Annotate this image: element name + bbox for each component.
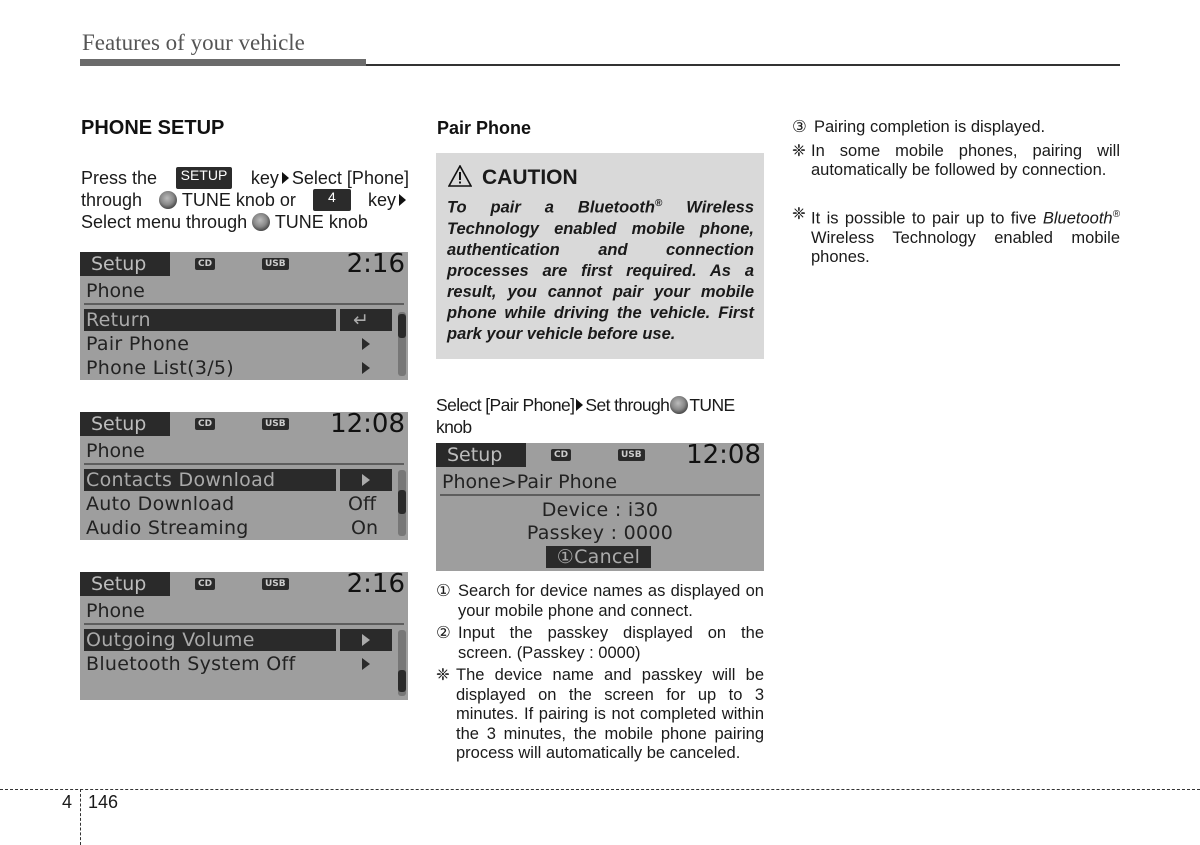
intro-tune-or: TUNE knob or bbox=[181, 190, 296, 210]
lcd-setup-label: Setup bbox=[80, 572, 170, 596]
caution-text-a: To pair a Bluetooth bbox=[447, 198, 655, 217]
note-text: Pairing completion is displayed. bbox=[814, 118, 1046, 136]
lcd-title: Phone>Pair Phone bbox=[442, 471, 618, 493]
chevron-right-icon bbox=[362, 338, 370, 350]
lcd-row-return: Return bbox=[86, 309, 151, 331]
registered-mark: ® bbox=[654, 198, 663, 209]
usb-indicator: USB bbox=[262, 578, 289, 590]
chevron-right-icon bbox=[362, 658, 370, 670]
tune-knob-icon bbox=[252, 213, 270, 231]
intro-paragraph bbox=[81, 167, 409, 233]
footer-divider bbox=[80, 789, 81, 845]
arrow-right-icon bbox=[399, 194, 406, 206]
usb-indicator: USB bbox=[618, 449, 645, 461]
lcd-clock: 12:08 bbox=[686, 443, 761, 470]
note-marker: ❈ bbox=[436, 666, 450, 684]
lcd-setup-label: Setup bbox=[436, 443, 526, 467]
chevron-right-icon bbox=[362, 634, 370, 646]
lcd-rule bbox=[84, 303, 404, 305]
right-notes bbox=[792, 118, 1120, 268]
header-rule bbox=[366, 64, 1120, 66]
note-marker: ① bbox=[436, 582, 451, 600]
lcd-rule bbox=[440, 494, 760, 496]
caution-text bbox=[447, 193, 754, 345]
intro-select-menu: Select menu through bbox=[81, 212, 248, 232]
note-marker: ③ bbox=[792, 118, 807, 136]
lcd-clock: 2:16 bbox=[346, 252, 405, 279]
lcd-screen-phone-menu bbox=[80, 252, 408, 380]
lcd-row-bluetooth-off: Bluetooth System Off bbox=[86, 653, 296, 675]
pair-instruction bbox=[436, 394, 766, 438]
note-text-b: Wireless Technology enabled mobile phones. bbox=[811, 228, 1120, 266]
note-text-a: It is possible to pair up to five bbox=[811, 209, 1037, 227]
lcd-rule bbox=[84, 623, 404, 625]
lcd-device-name: Device : i30 bbox=[541, 499, 659, 521]
arrow-right-icon bbox=[282, 172, 289, 184]
lcd-cancel-button: ①Cancel bbox=[546, 546, 651, 568]
cd-indicator: CD bbox=[551, 449, 571, 461]
arrow-right-icon bbox=[576, 399, 583, 411]
note-text: In some mobile phones, pairing will automatically be followed by connection. bbox=[811, 141, 1120, 179]
caution-box bbox=[436, 153, 764, 359]
instruction-tune: TUNE bbox=[689, 395, 735, 415]
caution-text-b: Wireless Technology enabled mobile phone, authentication and connection processes are first required. As a result, you cannot pair your mobile phone while driving the vehicle. First park your vehicle before use. bbox=[447, 198, 755, 343]
note-item bbox=[436, 666, 764, 764]
intro-key-end: key bbox=[367, 190, 396, 210]
lcd-clock: 12:08 bbox=[330, 412, 405, 439]
intro-through: through bbox=[81, 190, 143, 210]
lcd-row-phone-list: Phone List(3/5) bbox=[86, 357, 235, 379]
tune-knob-icon bbox=[670, 396, 688, 414]
note-item bbox=[792, 205, 1120, 268]
chapter-number: 4 bbox=[62, 792, 73, 812]
caution-title: CAUTION bbox=[482, 166, 578, 189]
section-heading: PHONE SETUP bbox=[81, 117, 225, 139]
usb-indicator: USB bbox=[262, 258, 289, 270]
tune-knob-icon bbox=[159, 191, 177, 209]
intro-tune-knob: TUNE knob bbox=[274, 212, 368, 232]
footer-rule bbox=[0, 789, 1200, 790]
lcd-title: Phone bbox=[86, 440, 145, 462]
note-marker: ❈ bbox=[792, 141, 806, 160]
note-item bbox=[792, 118, 1120, 138]
lcd-screen-pair-phone bbox=[436, 443, 764, 571]
lcd-screen-phone-options bbox=[80, 412, 408, 540]
lcd-row-audio-streaming: Audio Streaming bbox=[86, 517, 249, 539]
chevron-right-icon bbox=[362, 362, 370, 374]
lcd-value-audio-streaming: On bbox=[351, 517, 378, 539]
note-item bbox=[436, 624, 764, 663]
lcd-title: Phone bbox=[86, 280, 145, 302]
usb-indicator: USB bbox=[262, 418, 289, 430]
cd-indicator: CD bbox=[195, 258, 215, 270]
note-text: Search for device names as displayed on your mobile phone and connect. bbox=[458, 582, 764, 620]
lcd-setup-label: Setup bbox=[80, 252, 170, 276]
lcd-screen-phone-more bbox=[80, 572, 408, 700]
lcd-value-auto-download: Off bbox=[348, 493, 377, 515]
lcd-row-auto-download: Auto Download bbox=[86, 493, 235, 515]
instruction-knob: knob bbox=[436, 417, 472, 437]
note-item bbox=[436, 582, 764, 621]
scrollbar-thumb bbox=[398, 670, 406, 692]
bluetooth-word: Bluetooth bbox=[1042, 209, 1113, 227]
scrollbar-thumb bbox=[398, 490, 406, 514]
subsection-heading: Pair Phone bbox=[437, 118, 532, 138]
lcd-row-outgoing-volume: Outgoing Volume bbox=[86, 629, 255, 651]
page-number: 146 bbox=[88, 792, 119, 812]
note-text: The device name and passkey will be displayed on the screen for up to 3 minutes. If pairing is not completed within the 3 minutes, the mobile phone pairing process will automatically be canceled. bbox=[456, 666, 764, 762]
return-icon: ↵ bbox=[353, 309, 369, 331]
cd-indicator: CD bbox=[195, 578, 215, 590]
lcd-rule bbox=[84, 463, 404, 465]
note-item bbox=[792, 142, 1120, 181]
running-header: Features of your vehicle bbox=[82, 30, 305, 55]
intro-key: key bbox=[250, 168, 279, 188]
setup-key: SETUP bbox=[176, 167, 233, 189]
warning-icon bbox=[448, 165, 472, 187]
chevron-right-icon bbox=[362, 474, 370, 486]
registered-mark: ® bbox=[1112, 208, 1120, 220]
note-marker: ② bbox=[436, 624, 451, 642]
notes-list bbox=[436, 582, 764, 764]
lcd-row-contacts-download: Contacts Download bbox=[86, 469, 276, 491]
intro-select-phone: Select [Phone] bbox=[291, 168, 409, 188]
key-4: 4 bbox=[313, 189, 351, 211]
lcd-passkey: Passkey : 0000 bbox=[526, 522, 674, 544]
scrollbar-thumb bbox=[398, 314, 406, 338]
cd-indicator: CD bbox=[195, 418, 215, 430]
instruction-select: Select [Pair Phone] bbox=[436, 395, 575, 415]
lcd-clock: 2:16 bbox=[346, 572, 405, 599]
lcd-setup-label: Setup bbox=[80, 412, 170, 436]
instruction-set: Set through bbox=[585, 395, 670, 415]
intro-press: Press the bbox=[81, 168, 158, 188]
note-marker: ❈ bbox=[792, 204, 806, 223]
lcd-title: Phone bbox=[86, 600, 145, 622]
note-text bbox=[811, 205, 1120, 268]
header-bar bbox=[80, 59, 366, 66]
lcd-row-pair-phone: Pair Phone bbox=[86, 333, 190, 355]
note-text: Input the passkey displayed on the screen. (Passkey : 0000) bbox=[458, 624, 764, 662]
